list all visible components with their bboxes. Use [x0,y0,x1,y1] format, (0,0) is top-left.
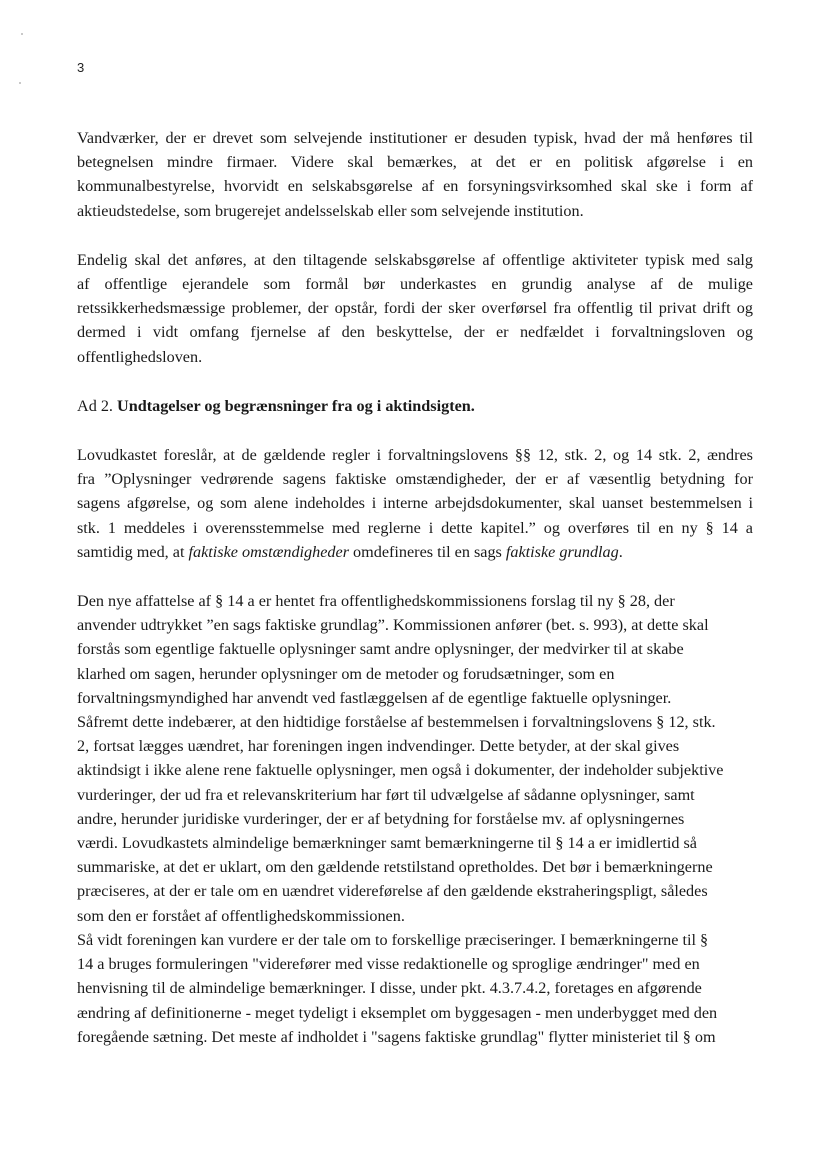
text-line: Lovudkastet foreslår, at de gældende regler i forvaltningslovens §§ 12, stk. 2, og 14 stk. 2, ændres [77,446,753,465]
scan-speck [21,33,23,35]
text-run: . [618,542,623,561]
text-line: sagens afgørelse, og som alene indeholdes i interne arbejdsdokumenter, skal uanset bestemmelsen i [77,494,753,513]
emphasis-term: faktiske omstændigheder [188,542,349,561]
section-heading-prefix: Ad 2. [77,396,118,415]
text-line: offentlighedsloven. [77,347,203,366]
text-line: Endelig skal det anføres, at den tiltagende selskabsgørelse af offentlige aktiviteter typisk med salg [77,250,753,269]
text-line: forvaltningsmyndighed har anvendt ved fastlæggelsen af de egentlige faktuelle oplysninger. [77,688,672,707]
text-line: præciseres, at der er tale om en uændret videreførelse af den gældende ekstraheringspligt, således [77,882,708,901]
text-line: vurderinger, der ud fra et relevanskriterium har ført til udvælgelse af sådanne oplysninger, samt [77,785,695,804]
text-line: summariske, at det er uklart, om den gældende retstilstand opretholdes. Det bør i bemærkningerne [77,858,713,877]
text-line: dermed i vidt omfang fjernelse af den beskyttelse, der er nedfældet i forvaltningsloven og [77,323,753,342]
text-line: kommunalbestyrelse, hvorvidt en selskabsgørelse af en forsyningsvirksomhed skal ske i form af [77,177,753,196]
text-line: Den nye affattelse af § 14 a er hentet fra offentlighedskommissionens forslag til ny § 28, der [77,592,675,611]
text-line: aktieudstedelse, som brugerejet andelsselskab eller som selvejende institution. [77,201,584,220]
scan-speck [19,82,21,84]
text-line: klarhed om sagen, herunder oplysninger om de metoder og forudsætninger, som en [77,664,615,683]
text-line: fra ”Oplysninger vedrørende sagens faktiske omstændigheder, der er af væsentlig betydning for [77,470,753,489]
text-line: Så vidt foreningen kan vurdere er der tale om to forskellige præciseringer. I bemærkningerne til § [77,930,709,949]
text-line: retssikkerhedsmæssige problemer, der opstår, fordi der sker overførsel fra offentlig til privat drift og [77,299,753,318]
text-line: Såfremt dette indebærer, at den hidtidige forståelse af bestemmelsen i forvaltningslovens § 12, stk. [77,713,716,732]
text-line: som den er forstået af offentlighedskommissionen. [77,906,405,925]
text-line: betegnelsen mindre firmaer. Videre skal bemærkes, at det er en politisk afgørelse i en [77,153,753,172]
page-number: 3 [77,60,85,75]
text-line: foregående sætning. Det meste af indholdet i "sagens faktiske grundlag" flytter ministeriet til § om [77,1027,716,1046]
paragraph-incorporation [77,248,753,369]
text-line: anvender udtrykket ”en sags faktiske grundlag”. Kommissionen anfører (bet. s. 993), at dette skal [77,616,709,635]
section-heading [77,394,753,418]
text-line: værdi. Lovudkastets almindelige bemærkninger samt bemærkningerne til § 14 a er imidlertid så [77,834,697,853]
document-body [77,126,753,1049]
text-line: 14 a bruges formuleringen "viderefører med visse redaktionelle og sproglige ændringer" med en [77,955,700,974]
text-line: af offentlige ejerandele som formål bør underkastes en grundig analyse af de mulige [77,275,753,294]
text-line [77,540,753,564]
paragraph-waterworks [77,126,753,223]
text-line: henvisning til de almindelige bemærkninger. I disse, under pkt. 4.3.7.4.2, foretages en afgørende [77,979,702,998]
emphasis-term: faktiske grundlag [505,542,619,561]
text-line: aktindsigt i ikke alene rene faktuelle oplysninger, men også i dokumenter, der indeholder subjektive [77,761,724,780]
text-line: forstås som egentlige faktuelle oplysninger samt andre oplysninger, der medvirker til at skabe [77,640,684,659]
text-line: stk. 1 meddeles i overensstemmelse med reglerne i dette kapitel.” og overføres til en ny § 14 a [77,518,753,537]
text-line: Vandværker, der er drevet som selvejende institutioner er desuden typisk, hvad der må henføres til [77,129,753,147]
text-line: 2, fortsat lægges uændret, har foreningen ingen indvendinger. Dette betyder, at der skal gives [77,737,680,756]
text-line: andre, herunder juridiske vurderinger, der er af betydning for forståelse mv. af oplysningernes [77,809,685,828]
section-heading-title: Undtagelser og begrænsninger fra og i aktindsigten. [117,396,475,415]
text-run: samtidig med, at [77,542,189,561]
text-line: ændring af definitionerne - meget tydeligt i eksemplet om byggesagen - men underbygget med den [77,1003,718,1022]
paragraph-draft-bill [77,443,753,564]
text-run: omdefineres til en sags [349,542,506,561]
paragraph-new-wording [77,589,753,1049]
